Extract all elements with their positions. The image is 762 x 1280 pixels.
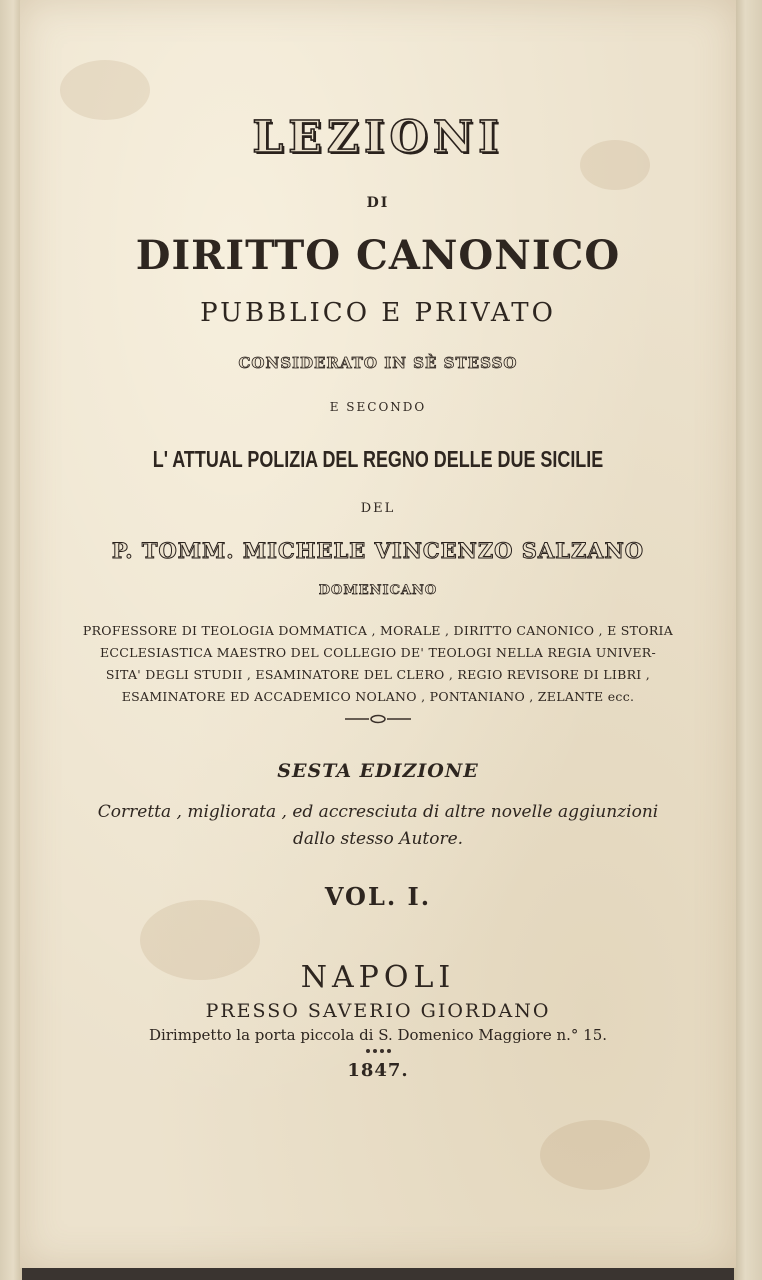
book-e-secondo-line: E SECONDO xyxy=(329,400,427,414)
author-credentials-line: SITA' DEGLI STUDII , ESAMINATORE DEL CLERO , REGIO REVISORE DI LIBRI , xyxy=(105,667,651,682)
edition-note-line: Corretta , migliorata , ed accresciuta di altre novelle aggiunzioni xyxy=(97,802,659,822)
author-credentials-line: ESAMINATORE ED ACCADEMICO NOLANO , PONTANIANO , ZELANTE ecc. xyxy=(121,689,635,704)
book-subject: DIRITTO CANONICO xyxy=(135,232,621,279)
small-ornament xyxy=(20,1047,736,1058)
ornament-divider xyxy=(20,713,736,727)
author-name: P. TOMM. MICHELE VINCENZO SALZANO xyxy=(111,538,645,563)
edition-note-line: dallo stesso Autore. xyxy=(292,829,464,849)
ornament-divider-icon xyxy=(343,714,413,724)
author-credentials-line: PROFESSORE DI TEOLOGIA DOMMATICA , MORALE , DIRITTO CANONICO , E STORIA xyxy=(82,623,674,638)
imprint-year: 1847. xyxy=(347,1060,409,1081)
author-connector-del: DEL xyxy=(360,501,396,516)
book-attual-line: L' ATTUAL POLIZIA DEL REGNO DELLE DUE SICILIE xyxy=(152,446,604,472)
book-considerato-line: CONSIDERATO IN SÈ STESSO xyxy=(238,354,518,372)
book-title: LEZIONI xyxy=(252,112,504,163)
book-subtitle: PUBBLICO E PRIVATO xyxy=(200,298,556,328)
author-order: DOMENICANO xyxy=(318,583,438,598)
title-page-text xyxy=(20,0,736,1268)
imprint-address: Dirimpetto la porta piccola di S. Domenico Maggiore n.° 15. xyxy=(148,1026,608,1044)
book-cover-right-edge xyxy=(734,0,762,1280)
book-cover-left-edge xyxy=(0,0,22,1280)
imprint-city: NAPOLI xyxy=(300,960,456,995)
volume-number: VOL. I. xyxy=(324,882,432,911)
small-ornament-icon xyxy=(363,1047,393,1055)
title-connector-di: DI xyxy=(366,195,390,211)
imprint-publisher: PRESSO SAVERIO GIORDANO xyxy=(205,1000,551,1022)
title-page xyxy=(20,0,736,1268)
author-credentials-line: ECCLESIASTICA MAESTRO DEL COLLEGIO DE' TEOLOGI NELLA REGIA UNIVER- xyxy=(99,645,657,660)
edition-heading: SESTA EDIZIONE xyxy=(277,760,479,782)
